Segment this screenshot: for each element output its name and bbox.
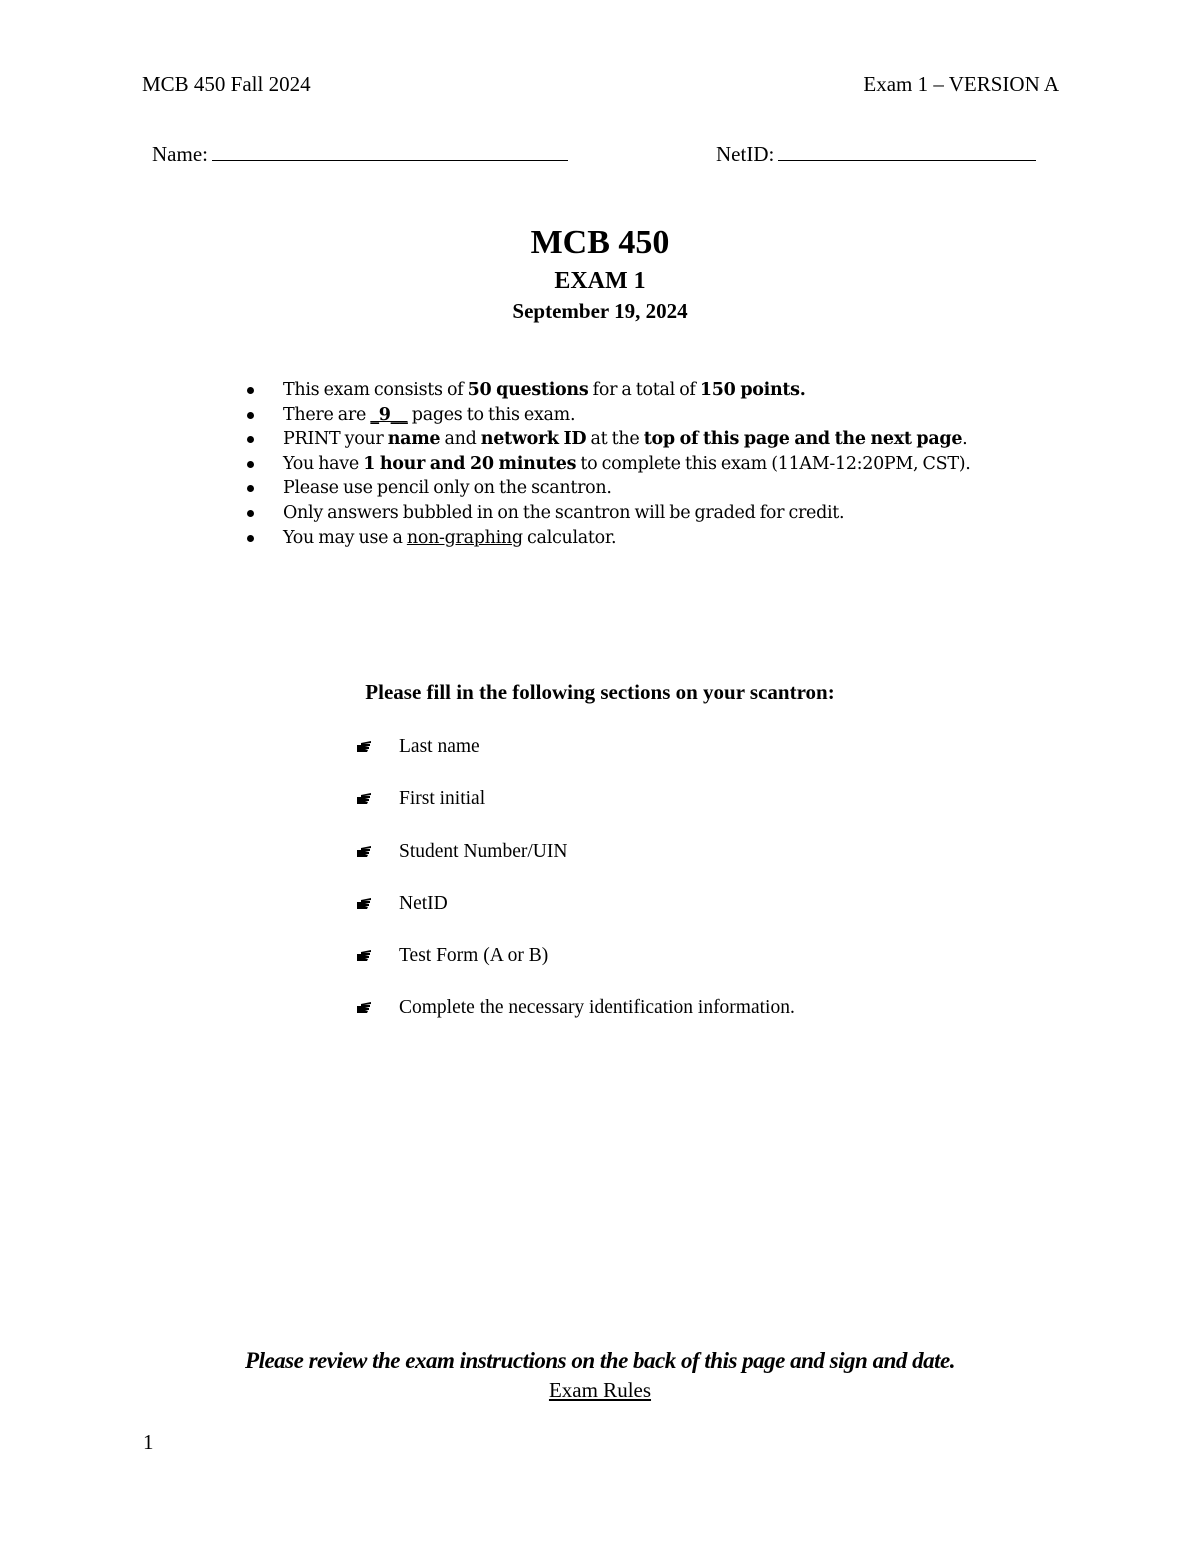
bullet-icon [247, 510, 254, 517]
list-item: Last name [352, 733, 795, 785]
bullet-icon [247, 387, 254, 394]
exam-rules-heading: Exam Rules [548, 1378, 652, 1402]
netid-blank-line [778, 142, 1036, 161]
page-count: _9__ [370, 404, 408, 425]
name-label: Name: [152, 142, 208, 166]
bullet-icon [247, 461, 254, 468]
list-item: Student Number/UIN [352, 838, 795, 890]
list-item: Only answers bubbled in on the scantron will be graded for credit. [240, 501, 971, 526]
exam-title: EXAM 1 [554, 268, 646, 294]
review-notice: Please review the exam instructions on the back of this page and sign and date. [245, 1348, 955, 1373]
pointing-hand-icon [356, 740, 372, 753]
pointing-hand-icon [356, 1001, 372, 1014]
course-title: MCB 450 [530, 224, 670, 261]
list-item: NetID [352, 890, 795, 942]
list-item: There are _9__ pages to this exam. [240, 403, 971, 428]
list-item: This exam consists of 50 questions for a total of 150 points. [240, 378, 971, 403]
bullet-icon [247, 436, 254, 443]
list-item: Test Form (A or B) [352, 942, 795, 994]
header-course: MCB 450 Fall 2024 [142, 72, 311, 96]
list-item: Complete the necessary identification information. [352, 994, 795, 1046]
header-version: Exam 1 – VERSION A [863, 72, 1059, 96]
name-blank-line [212, 142, 568, 161]
name-field [152, 142, 568, 167]
netid-field [716, 142, 1036, 167]
page-number: 1 [143, 1430, 154, 1454]
netid-label: NetID: [716, 142, 775, 166]
bullet-icon [247, 412, 254, 419]
bullet-icon [247, 535, 254, 542]
list-item: You may use a non-graphing calculator. [240, 526, 971, 551]
scantron-heading: Please fill in the following sections on your scantron: [365, 680, 835, 704]
list-item: Please use pencil only on the scantron. [240, 476, 971, 501]
list-item: You have 1 hour and 20 minutes to complete this exam (11AM-12:20PM, CST). [240, 452, 971, 477]
list-item: First initial [352, 785, 795, 837]
pointing-hand-icon [356, 845, 372, 858]
exam-date: September 19, 2024 [512, 299, 688, 323]
pointing-hand-icon [356, 792, 372, 805]
list-item: PRINT your name and network ID at the top of this page and the next page. [240, 427, 971, 452]
instruction-list [240, 378, 971, 550]
bullet-icon [247, 485, 254, 492]
scantron-list [352, 733, 795, 1047]
pointing-hand-icon [356, 949, 372, 962]
pointing-hand-icon [356, 897, 372, 910]
